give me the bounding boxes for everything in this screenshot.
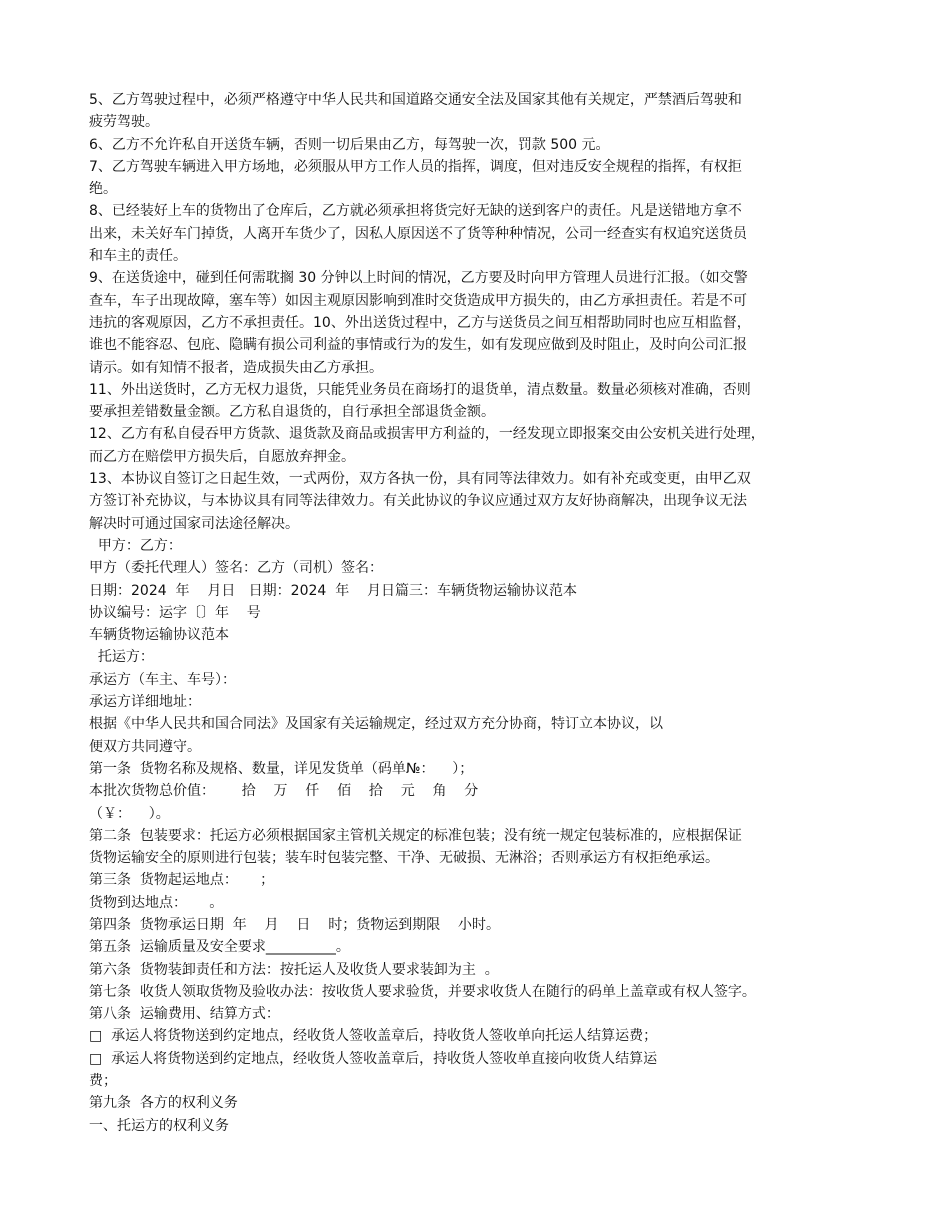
- article-4: 第四条 货物承运日期 年 月 日 时；货物运到期限 小时。: [89, 916, 501, 933]
- article-9: 第九条 各方的权利义务: [89, 1095, 238, 1112]
- article-1: 第一条 货物名称及规格、数量，详见发货单（码单№： ）；: [89, 760, 474, 777]
- preamble-line-1: 根据《中华人民共和国合同法》及国家有关运输规定，经过双方充分协商，特订立本协议，以: [89, 716, 663, 733]
- total-value-line: 本批次货物总价值： 拾 万 仟 佰 拾 元 角 分: [89, 783, 479, 800]
- document-page: [89, 89, 869, 1137]
- payment-option-2-line-1: □ 承运人将货物送到约定地点，经收货人签收盖章后，持收货人签收单直接向收货人结算运: [89, 1050, 658, 1067]
- clause-7-line-2: 绝。: [89, 181, 117, 198]
- article-8: 第八条 运输费用、结算方式：: [89, 1006, 280, 1023]
- clause-9-line-3: 违抗的客观原因，乙方不承担责任。10、外出送货过程中，乙方与送货员之间互相帮助同时也应互相监督，: [89, 314, 751, 331]
- signature-dates: 日期：2024 年 月日 日期：2024 年 月日篇三：车辆货物运输协议范本: [89, 582, 578, 599]
- clause-9-line-2: 查车，车子出现故障，塞车等）如因主观原因影响到准时交货造成甲方损失的，由乙方承担责任。若是不可: [89, 292, 747, 309]
- article-5: 第五条 运输质量及安全要求__________。: [89, 939, 350, 956]
- clause-5-line-1: 5、乙方驾驶过程中，必须严格遵守中华人民共和国道路交通安全法及国家其他有关规定，严禁酒后驾驶和: [89, 92, 742, 108]
- clause-11-line-2: 要承担差错数量金额。乙方私自退货的，自行承担全部退货金额。: [89, 404, 495, 421]
- payment-option-2-line-2: 费；: [89, 1073, 117, 1090]
- clause-10-line-3: 请示。如有知情不报者，造成损失由乙方承担。: [89, 359, 383, 376]
- shipper-field: 托运方：: [89, 649, 154, 666]
- article-3-origin: 第三条 货物起运地点： ；: [89, 872, 275, 889]
- clause-7-line-1: 7、乙方驾驶车辆进入甲方场地，必须服从甲方工作人员的指挥，调度，但对违反安全规程的指挥，有权拒: [89, 158, 742, 175]
- article-2-line-1: 第二条 包装要求：托运方必须根据国家主管机关规定的标准包装；没有统一规定包装标准的，应根据保证: [89, 827, 742, 844]
- clause-6: 6、乙方不允许私自开送货车辆，否则一切后果由乙方，每驾驶一次，罚款 500 元。: [89, 136, 610, 153]
- clause-13-line-3: 解决时可通过国家司法途径解决。: [89, 515, 299, 532]
- clause-13-line-1: 13、本协议自签订之日起生效，一式两份，双方各执一份，具有同等法律效力。如有补充或变更，由甲乙双: [89, 471, 751, 488]
- signature-parties: 甲方：乙方：: [89, 537, 182, 554]
- article-2-line-2: 货物运输安全的原则进行包装；装车时包装完整、干净、无破损、无淋浴；否则承运方有权拒绝承运。: [89, 850, 719, 867]
- shipper-rights-heading: 一、托运方的权利义务: [89, 1117, 229, 1134]
- total-value-amount: （￥： ）。: [89, 805, 170, 822]
- preamble-line-2: 便双方共同遵守。: [89, 738, 201, 755]
- agreement-title: 车辆货物运输协议范本: [89, 627, 229, 644]
- signature-names: 甲方（委托代理人）签名：乙方（司机）签名：: [89, 560, 383, 577]
- carrier-field: 承运方（车主、车号）：: [89, 671, 236, 688]
- payment-option-1: □ 承运人将货物送到约定地点，经收货人签收盖章后，持收货人签收单向托运人结算运费；: [89, 1028, 658, 1045]
- clause-5-line-2: 疲劳驾驶。: [89, 114, 159, 131]
- agreement-number: 协议编号：运字〔〕年 号: [89, 604, 261, 621]
- clause-9-line-1: 9、在送货途中，碰到任何需耽搁 30 分钟以上时间的情况，乙方要及时向甲方管理人员进行汇报。（如交警: [89, 270, 748, 287]
- clause-12-line-2: 而乙方在赔偿甲方损失后，自愿放弃押金。: [89, 448, 355, 465]
- clause-10-line-2: 谁也不能容忍、包庇、隐瞒有损公司利益的事情或行为的发生，如有发现应做到及时阻止，及时向公司汇报: [89, 337, 747, 354]
- clause-13-line-2: 方签订补充协议，与本协议具有同等法律效力。有关此协议的争议应通过双方友好协商解决，出现争议无法: [89, 493, 747, 510]
- clause-8-line-3: 和车主的责任。: [89, 248, 187, 265]
- article-3-destination: 货物到达地点： 。: [89, 894, 224, 911]
- clause-11-line-1: 11、外出送货时，乙方无权力退货，只能凭业务员在商场打的退货单，清点数量。数量必须核对准确，否则: [89, 381, 751, 398]
- clause-8-line-2: 出来，未关好车门掉货，人离开车货少了，因私人原因送不了货等种种情况，公司一经查实有权追究送货员: [89, 225, 747, 242]
- carrier-address-field: 承运方详细地址：: [89, 694, 201, 711]
- clause-12-line-1: 12、乙方有私自侵吞甲方货款、退货款及商品或损害甲方利益的，一经发现立即报案交由公安机关进行处理，: [89, 426, 765, 443]
- clause-8-line-1: 8、已经装好上车的货物出了仓库后，乙方就必须承担将货完好无缺的送到客户的责任。凡是送错地方拿不: [89, 203, 742, 220]
- article-7: 第七条 收货人领取货物及验收办法：按收货人要求验货，并要求收货人在随行的码单上盖章或有权人签字。: [89, 983, 756, 1000]
- article-6: 第六条 货物装卸责任和方法：按托运人及收货人要求装卸为主 。: [89, 961, 499, 978]
